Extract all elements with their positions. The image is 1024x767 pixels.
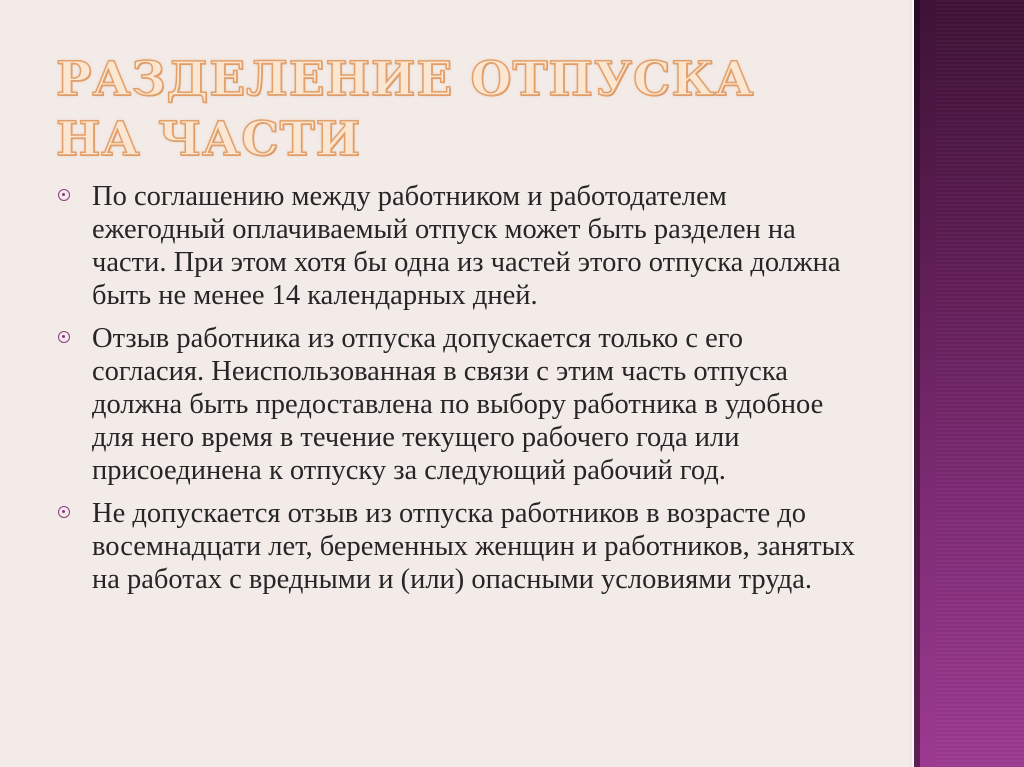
circle-bullet-icon (58, 331, 70, 343)
bullet-item (58, 322, 858, 487)
bullet-item (58, 497, 858, 596)
bullet-text: Не допускается отзыв из отпуска работников в возрасте до восемнадцати лет, беременных женщин и работников, занятых на работах с вредными и (или) опасными условиями труда. (92, 498, 856, 595)
bullet-text: По соглашению между работником и работодателем ежегодный оплачиваемый отпуск может быть разделен на части. При этом хотя бы одна из частей этого отпуска должна быть не менее 14 календарных дней. (92, 181, 841, 311)
bullet-text: Отзыв работника из отпуска допускается только с его согласия. Неиспользованная в связи с этим часть отпуска должна быть предоставлена по выбору работника в удобное для него время в течение текущего рабочего года или присоединена к отпуску за следующий рабочий год. (92, 323, 824, 486)
slide-title: РАЗДЕЛЕНИЕ ОТПУСКА НА ЧАСТИ (56, 52, 755, 167)
bullet-item (58, 180, 858, 312)
circle-bullet-icon (58, 506, 70, 518)
circle-bullet-icon (58, 189, 70, 201)
bullet-list (58, 180, 858, 606)
decorative-side-band (914, 0, 1024, 767)
